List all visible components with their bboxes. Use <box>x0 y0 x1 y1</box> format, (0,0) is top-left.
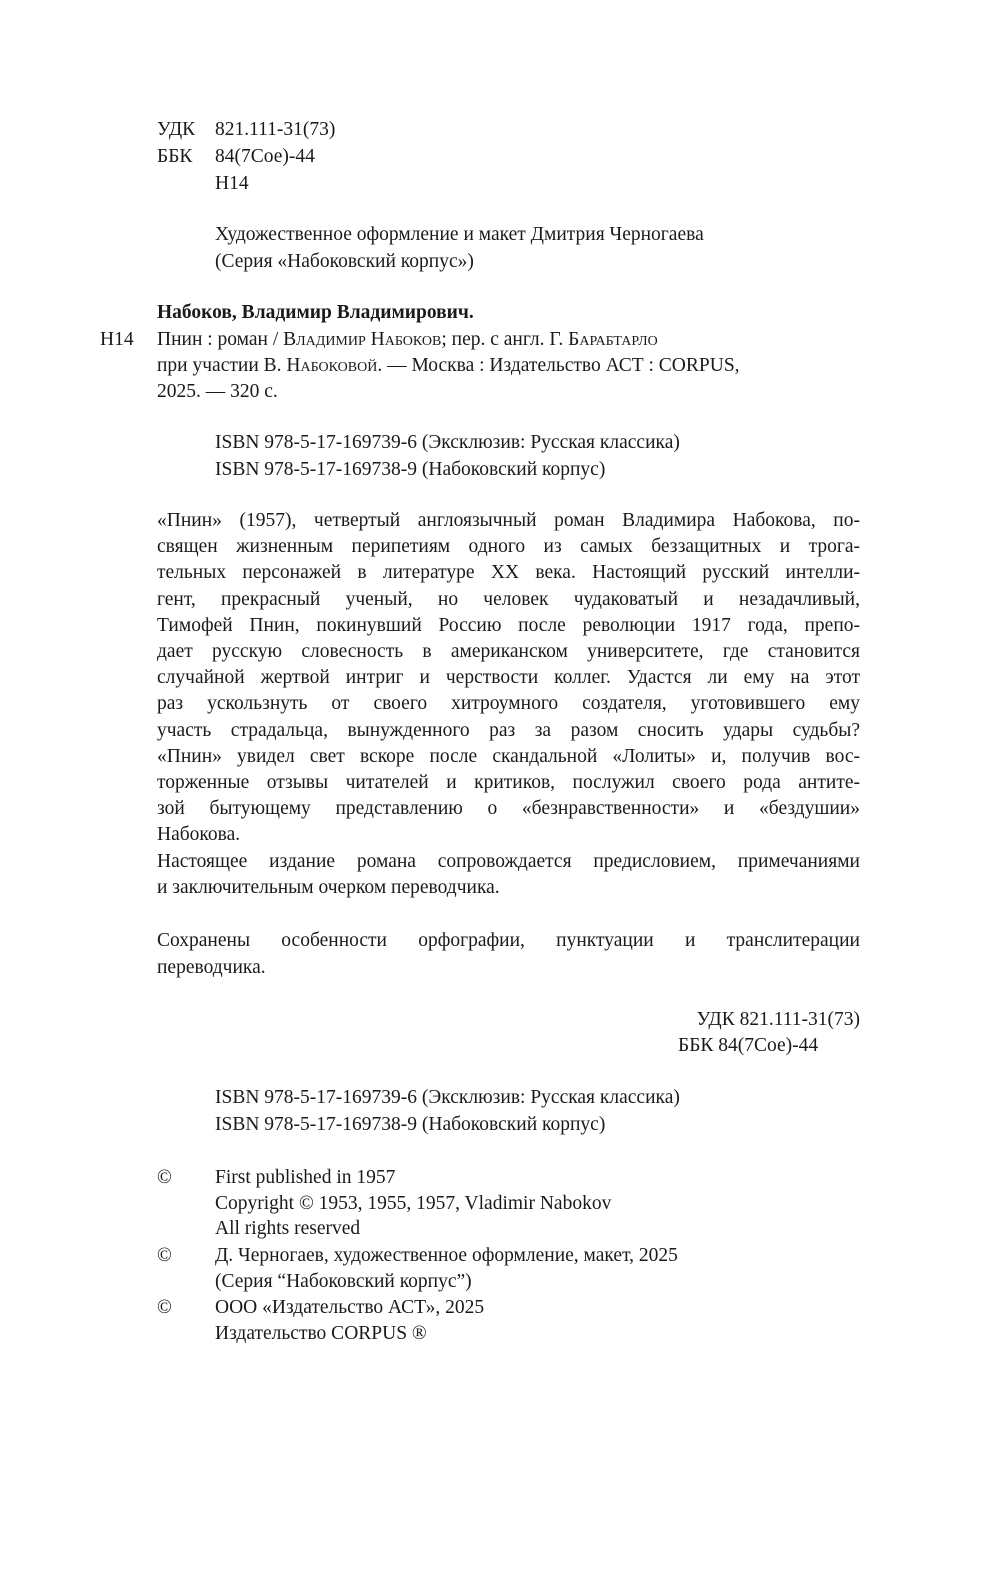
isbn-2-bottom: ISBN 978-5-17-169738-9 (Набоковский корпус) <box>215 1114 606 1135</box>
series-credit: (Серия «Набоковский корпус») <box>215 251 474 272</box>
annotation-line: случайной жертвой интриг и черствости коллег. Удастся ли ему на этот <box>157 667 860 689</box>
bib-coauthor: В. Набоковой <box>263 355 378 376</box>
udk-code: 821.111-31(73) <box>215 119 336 140</box>
bib-line-1 <box>157 327 658 353</box>
isbn-1-bottom: ISBN 978-5-17-169739-6 (Эксклюзив: Русская классика) <box>215 1087 680 1108</box>
copyright-symbol: © <box>157 1245 172 1266</box>
copyright-line: Д. Черногаев, художественное оформление, макет, 2025 <box>215 1245 678 1266</box>
bib-text: Пнин : роман / <box>157 329 284 350</box>
copyright-symbol: © <box>157 1167 172 1188</box>
annotation-line: Настоящее издание романа сопровождается предисловием, примечаниями <box>157 850 860 872</box>
annotation-line: священ жизненным перипетиям одного из самых беззащитных и трога- <box>157 536 860 558</box>
bib-text: при участии <box>157 355 264 376</box>
copyright-line: First published in 1957 <box>215 1167 396 1188</box>
bib-author-name: Владимир Набоков <box>283 329 442 350</box>
bib-line-3: 2025. — 320 с. <box>157 381 278 402</box>
copyright-line: All rights reserved <box>215 1218 361 1239</box>
annotation-line: Набокова. <box>157 824 241 846</box>
note-line: переводчика. <box>157 957 266 978</box>
bib-text: . — Москва : Издательство АСТ : CORPUS, <box>377 355 740 376</box>
isbn-1: ISBN 978-5-17-169739-6 (Эксклюзив: Русская классика) <box>215 432 680 453</box>
isbn-2: ISBN 978-5-17-169738-9 (Набоковский корпус) <box>215 459 606 480</box>
bib-author: Набоков, Владимир Владимирович. <box>157 302 474 323</box>
bbk-label: ББК <box>157 146 193 167</box>
annotation-line: дает русскую словесность в американском университете, где становится <box>157 641 860 662</box>
note-line: Сохранены особенности орфографии, пунктуации и транслитерации <box>157 930 860 951</box>
annotation-line: Тимофей Пнин, покинувший Россию после революции 1917 года, препо- <box>157 614 860 636</box>
copyright-line: (Серия “Набоковский корпус”) <box>215 1271 472 1292</box>
bbk-code: 84(7Сое)-44 <box>215 146 315 167</box>
bib-text: ; пер. с англ. <box>441 329 550 350</box>
annotation-line: «Пнин» (1957), четвертый англоязычный роман Владимира Набокова, по- <box>157 510 860 531</box>
copyright-symbol: © <box>157 1297 172 1318</box>
annotation-line: торженные отзывы читателей и критиков, послужил своего рода антите- <box>157 772 860 793</box>
annotation-line: «Пнин» увидел свет вскоре после скандальной «Лолиты» и, получив вос- <box>157 745 860 767</box>
bib-translator: Г. Барабтарло <box>549 329 658 350</box>
copyright-line: Издательство CORPUS ® <box>215 1323 427 1344</box>
udk-label: УДК <box>157 119 196 140</box>
udk-right: УДК 821.111-31(73) <box>696 1009 860 1030</box>
annotation-line: тельных персонажей в литературе XX века. Настоящий русский интелли- <box>157 562 860 584</box>
author-mark: Н14 <box>215 173 249 194</box>
copyright-line: ООО «Издательство АСТ», 2025 <box>215 1297 485 1318</box>
bib-line-2 <box>157 353 740 379</box>
annotation-line: зой бытующему представлению о «безнравственности» и «бездушии» <box>157 798 860 820</box>
bib-mark: Н14 <box>100 329 134 350</box>
bbk-right: ББК 84(7Сое)-44 <box>678 1035 819 1056</box>
annotation-line: участь страдальца, вынужденного раз за разом сносить удары судьбы? <box>157 719 860 741</box>
annotation-line: раз ускользнуть от своего хитроумного создателя, уготовившего ему <box>157 693 860 715</box>
design-credit: Художественное оформление и макет Дмитрия Черногаева <box>215 224 704 245</box>
annotation-line: гент, прекрасный ученый, но человек чудаковатый и незадачливый, <box>157 588 860 610</box>
copyright-line: Copyright © 1953, 1955, 1957, Vladimir Nabokov <box>215 1193 612 1214</box>
annotation-line: и заключительным очерком переводчика. <box>157 876 500 898</box>
